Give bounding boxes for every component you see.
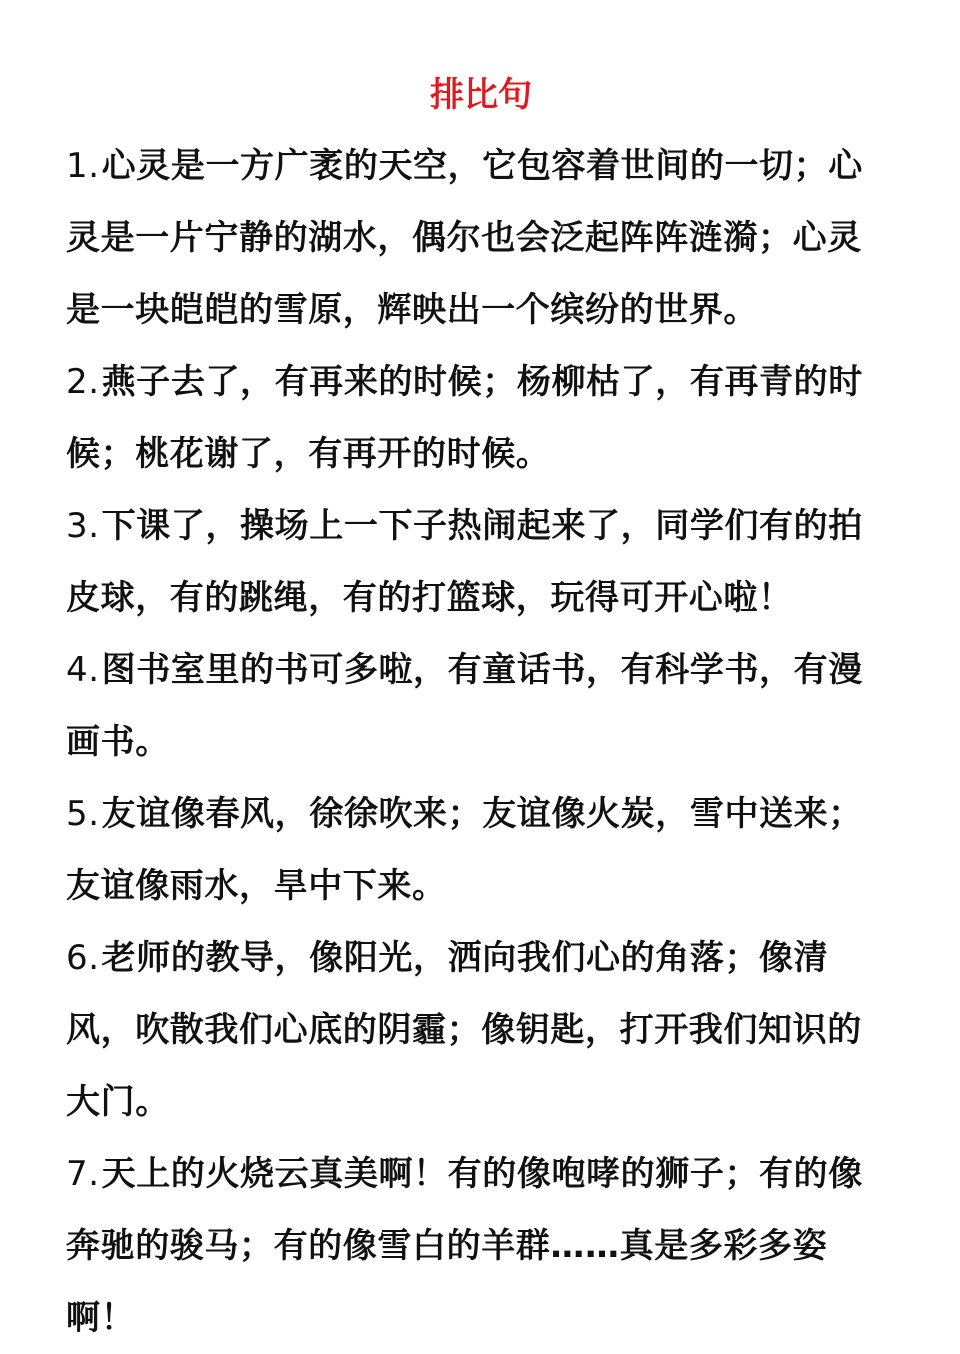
item-number: 2. bbox=[66, 362, 100, 402]
item-number: 6. bbox=[66, 938, 100, 978]
item-number: 3. bbox=[66, 506, 100, 546]
item-number: 1. bbox=[66, 146, 100, 186]
item-number: 4. bbox=[66, 650, 100, 690]
item-text: 友谊像春风，徐徐吹来；友谊像火炭，雪中送来；友谊像雨水，旱中下来。 bbox=[66, 794, 863, 906]
sentence-item bbox=[66, 922, 896, 1138]
sentence-item bbox=[66, 778, 896, 922]
item-text: 燕子去了，有再来的时候；杨柳枯了，有再青的时候；桃花谢了，有再开的时候。 bbox=[66, 362, 863, 474]
item-text: 心灵是一方广袤的天空，它包容着世间的一切；心灵是一片宁静的湖水，偶尔也会泛起阵阵涟漪；心灵是一块皑皑的雪原，辉映出一个缤纷的世界。 bbox=[66, 146, 863, 330]
sentence-item bbox=[66, 490, 896, 634]
item-text: 图书室里的书可多啦，有童话书，有科学书，有漫画书。 bbox=[66, 650, 863, 762]
page-title: 排比句 bbox=[430, 75, 532, 115]
item-text: 老师的教导，像阳光，洒向我们心的角落；像清风，吹散我们心底的阴霾；像钥匙，打开我们知识的大门。 bbox=[66, 938, 862, 1122]
sentence-item bbox=[66, 1138, 896, 1354]
item-number: 7. bbox=[66, 1154, 100, 1194]
item-number: 5. bbox=[66, 794, 100, 834]
sentence-item bbox=[66, 634, 896, 778]
sentence-item bbox=[66, 130, 896, 346]
item-text: 下课了，操场上一下子热闹起来了，同学们有的拍皮球，有的跳绳，有的打篮球，玩得可开心啦！ bbox=[66, 506, 863, 618]
sentence-item bbox=[66, 346, 896, 490]
item-text: 天上的火烧云真美啊！有的像咆哮的狮子；有的像奔驰的骏马；有的像雪白的羊群……真是多彩多姿啊！ bbox=[66, 1154, 863, 1338]
